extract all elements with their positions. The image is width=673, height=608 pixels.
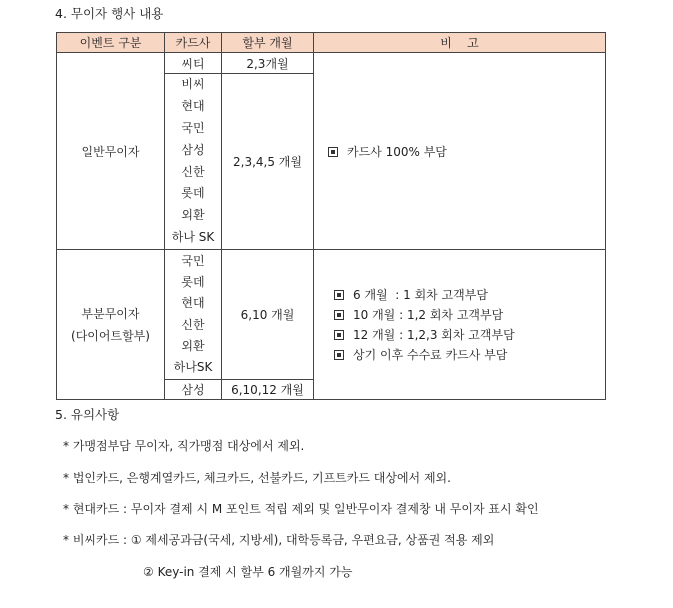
card-name: 롯데 bbox=[181, 274, 205, 289]
checkbox-bullet-icon bbox=[334, 330, 344, 340]
months-cell: 2,3개월 bbox=[222, 53, 314, 74]
note-text: 10 개월 : 1,2 회차 고객부담 bbox=[353, 307, 504, 322]
section-5-title: 5. 유의사항 bbox=[55, 407, 120, 422]
card-name: 신한 bbox=[181, 164, 205, 179]
card-name: 신한 bbox=[181, 317, 205, 332]
note-item bbox=[334, 345, 605, 365]
partial-label-line: 부분무이자 bbox=[81, 306, 140, 321]
header-card-company: 카드사 bbox=[165, 33, 222, 53]
general-note-cell bbox=[314, 53, 606, 250]
card-name: 외환 bbox=[181, 208, 205, 223]
card-name: 현대 bbox=[181, 296, 205, 311]
checkbox-bullet-icon bbox=[328, 147, 338, 157]
caution-note: * 현대카드 : 무이자 결제 시 M 포인트 적립 제외 및 일반무이자 결제창 내 무이자 표시 확인 bbox=[63, 502, 539, 516]
event-table bbox=[56, 32, 606, 400]
card-name: 현대 bbox=[181, 99, 205, 114]
months-cell: 6,10,12 개월 bbox=[222, 380, 314, 400]
partial-note-cell bbox=[314, 250, 606, 400]
section-4-title: 4. 무이자 행사 내용 bbox=[55, 6, 164, 21]
months-cell: 2,3,4,5 개월 bbox=[222, 74, 314, 250]
note-text: 카드사 100% 부담 bbox=[347, 144, 447, 159]
table-row bbox=[57, 250, 606, 380]
card-name: 국민 bbox=[181, 253, 205, 268]
card-name: 외환 bbox=[181, 338, 205, 353]
card-name: 국민 bbox=[181, 120, 205, 135]
card-name: 하나SK bbox=[173, 360, 213, 375]
note-text: 12 개월 : 1,2,3 회차 고객부담 bbox=[353, 327, 515, 342]
card-list-cell bbox=[165, 74, 222, 250]
caution-note: * 법인카드, 은행계열카드, 체크카드, 선불카드, 기프트카드 대상에서 제외. bbox=[63, 471, 451, 485]
header-installment-months: 할부 개월 bbox=[222, 33, 314, 53]
note-item bbox=[314, 143, 605, 160]
partial-interest-free-label bbox=[57, 250, 165, 400]
card-list-cell bbox=[165, 250, 222, 380]
note-item bbox=[334, 285, 605, 305]
card-cell: 삼성 bbox=[165, 380, 222, 400]
table-row bbox=[57, 53, 606, 74]
general-interest-free-label: 일반무이자 bbox=[57, 53, 165, 250]
months-cell: 6,10 개월 bbox=[222, 250, 314, 380]
note-item bbox=[334, 325, 605, 345]
card-name: 삼성 bbox=[181, 142, 205, 157]
header-event-type: 이벤트 구분 bbox=[57, 33, 165, 53]
caution-note: * 가맹점부담 무이자, 직가맹점 대상에서 제외. bbox=[63, 439, 305, 453]
note-item bbox=[334, 305, 605, 325]
caution-note: * 비씨카드 : ① 제세공과금(국세, 지방세), 대학등록금, 우편요금, 상품권 적용 제외 bbox=[63, 533, 495, 547]
note-text: 상기 이후 수수료 카드사 부담 bbox=[353, 347, 508, 362]
table-header-row bbox=[57, 33, 606, 53]
note-text: 6 개월 : 1 회차 고객부담 bbox=[353, 287, 488, 302]
header-remarks: 비 고 bbox=[314, 33, 606, 53]
checkbox-bullet-icon bbox=[334, 310, 344, 320]
caution-note: ② Key-in 결제 시 할부 6 개월까지 가능 bbox=[143, 565, 353, 579]
card-name: 비씨 bbox=[181, 77, 205, 92]
card-cell: 씨티 bbox=[165, 53, 222, 74]
card-name: 롯데 bbox=[181, 186, 205, 201]
checkbox-bullet-icon bbox=[334, 350, 344, 360]
card-name: 하나 SK bbox=[171, 229, 215, 244]
checkbox-bullet-icon bbox=[334, 290, 344, 300]
partial-label-line: (다이어트할부) bbox=[71, 328, 150, 343]
